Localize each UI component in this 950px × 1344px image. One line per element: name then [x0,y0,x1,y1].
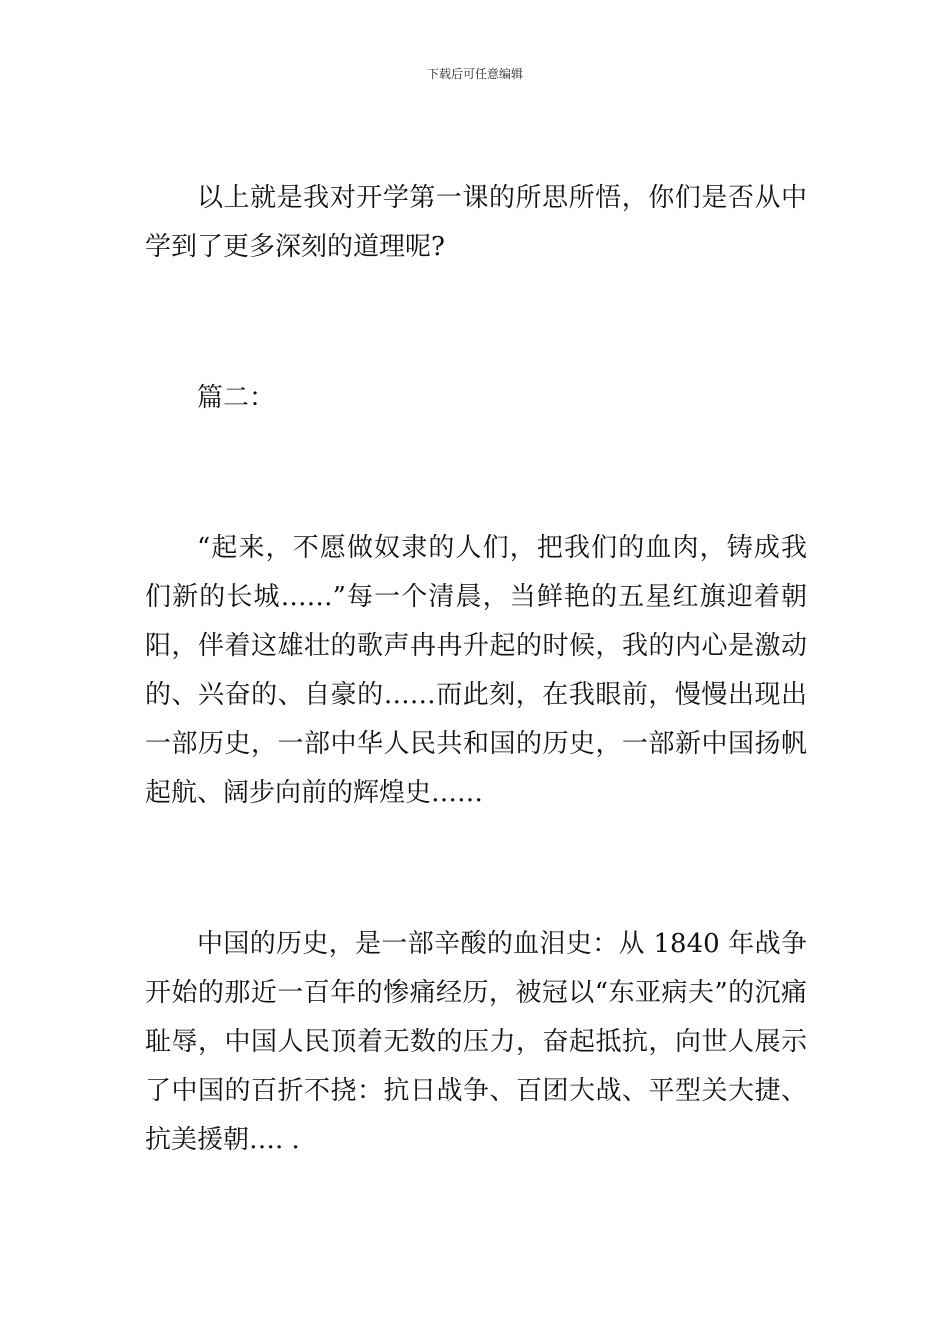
paragraph-history: 中国的历史，是一部辛酸的血泪史：从 1840 年战争开始的那近一百年的惨痛经历，被冠以“东亚病夫”的沉痛耻辱，中国人民顶着无数的压力，奋起抵抗，向世人展示了中国的百折不挠：抗日战争、百团大战、平型关大捷、抗美援朝…. . [145,929,807,1155]
section-heading: 篇二： [197,383,276,413]
paragraph-anthem: “起来，不愿做奴隶的人们，把我们的血肉，铸成我们新的长城……”每一个清晨，当鲜艳的五星红旗迎着朝阳，伴着这雄壮的歌声冉冉升起的时候，我的内心是激动的、兴奋的、自豪的……而此刻，在我眼前，慢慢出现出一部历史，一部中华人民共和国的历史，一部新中国扬帆起航、阔步向前的辉煌史…… [145,533,807,808]
paragraph-conclusion: 以上就是我对开学第一课的所思所悟，你们是否从中学到了更多深刻的道理呢? [145,183,807,262]
page-header: 下载后可任意编辑 [426,67,523,81]
